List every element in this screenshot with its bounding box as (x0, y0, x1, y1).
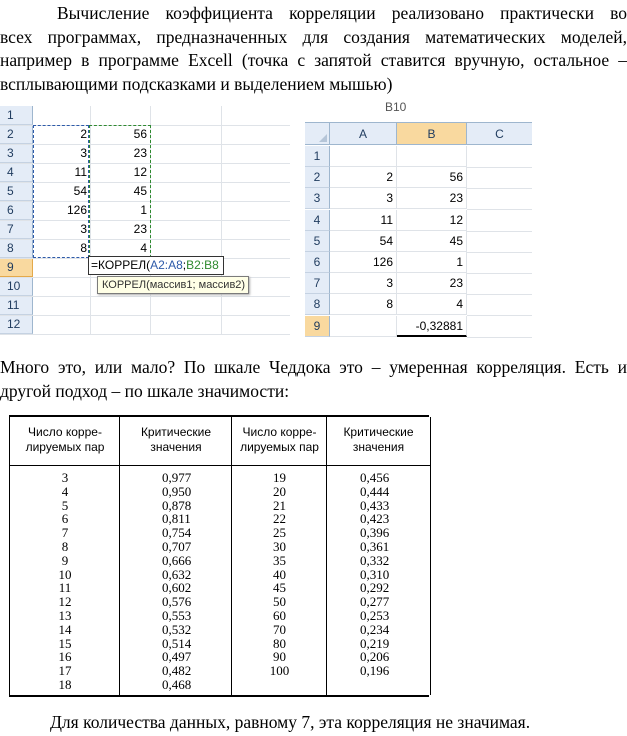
sheet2-cell-c[interactable] (467, 294, 532, 316)
formula-range-b: B2:B8 (186, 258, 219, 272)
sig-cell: 80 (273, 635, 286, 651)
sheet1-cell-a[interactable]: 2 (33, 125, 91, 144)
sheet2-cell-b[interactable]: 12 (397, 210, 467, 231)
sig-cell: 0,206 (360, 649, 390, 665)
sheet1-cell-b[interactable]: 45 (91, 182, 151, 201)
sheet1-cell-b[interactable]: 23 (91, 144, 151, 163)
formula-range-a: A2:A8 (150, 258, 183, 272)
sheet1-cell-b[interactable]: 12 (91, 163, 151, 182)
sheet1-row (0, 315, 290, 335)
sheet2-cell-a[interactable]: 54 (330, 231, 397, 252)
sig-cell: 21 (273, 497, 286, 513)
sig-column (326, 417, 430, 695)
sheet1-cell-a[interactable] (33, 106, 91, 125)
intro-line: всех программах, предназначенных для создания математических моделей, (0, 26, 627, 47)
sig-cell: 35 (273, 552, 286, 568)
sheet1-cell-c[interactable] (151, 201, 222, 220)
sheet2-row-header[interactable]: 9 (305, 316, 330, 337)
sheet1-row (0, 106, 290, 126)
sig-cell: 0,977 (162, 470, 192, 485)
sheet2-row (305, 167, 532, 188)
intro-paragraph (0, 2, 627, 96)
sig-cell: 0,219 (360, 635, 390, 651)
sig-cell: 17 (58, 663, 72, 679)
sheet1-cell-b[interactable] (91, 296, 151, 315)
sig-column-header (232, 425, 327, 465)
sheet2-cell-a[interactable]: 3 (330, 188, 397, 209)
sig-cell: 0,332 (360, 552, 390, 568)
sheet2-row-header[interactable]: 4 (305, 210, 330, 231)
sheet1-row-header[interactable]: 9 (0, 258, 33, 277)
sheet1-row-header[interactable]: 8 (0, 239, 33, 258)
sig-cell: 30 (273, 539, 286, 554)
sheet2-cell-a[interactable]: 126 (330, 252, 397, 273)
sheet2-cell-a[interactable]: 2 (330, 167, 397, 188)
sheet1-cell-a[interactable]: 8 (33, 239, 91, 258)
sig-column-header (327, 425, 430, 465)
scale-paragraph (0, 356, 627, 403)
sig-cell: 0,632 (162, 566, 192, 582)
sheet2-cell-b[interactable]: 4 (397, 294, 467, 315)
sig-cell: 0,754 (162, 525, 192, 541)
sheet1-cell-b[interactable]: 56 (91, 125, 151, 144)
sheet1-cell-b[interactable]: 23 (91, 220, 151, 239)
sheet1-cell-b[interactable]: 4 (91, 239, 151, 258)
sig-cell: 12 (58, 594, 72, 610)
sheet2-cell-c[interactable] (467, 231, 532, 253)
range-highlight-b (89, 125, 151, 258)
sig-cell: 8 (61, 539, 69, 554)
intro-line: Вычисление коэффициента корреляции реализовано практически во (57, 3, 627, 23)
sig-cell: 0,482 (162, 663, 192, 679)
sheet2-row (305, 252, 532, 273)
sheet1-row-header[interactable]: 3 (0, 144, 33, 163)
sheet1-row-header[interactable]: 11 (0, 296, 33, 315)
sig-cell: 0,253 (360, 608, 390, 623)
sheet1-cell-a[interactable]: 126 (33, 201, 91, 220)
sig-cell: 0,666 (162, 552, 192, 568)
sig-cell: 0,602 (162, 580, 192, 596)
sig-cell: 45 (273, 580, 286, 596)
sig-cell: 19 (273, 470, 286, 485)
sheet1-row-header[interactable]: 5 (0, 182, 33, 201)
sheet2-cell-c[interactable] (467, 167, 532, 189)
sig-cell: 100 (269, 663, 290, 679)
sig-cell: 11 (58, 580, 72, 596)
sheet2-row-header[interactable]: 2 (305, 167, 330, 188)
name-box-value: B10 (385, 100, 407, 114)
sig-cell: 5 (61, 497, 69, 513)
sig-cell: 90 (273, 649, 286, 665)
sheet2-row (305, 294, 532, 315)
sig-cell: 0,497 (162, 649, 192, 665)
sheet2-cell-b[interactable]: 23 (397, 188, 467, 209)
sheet1-cell-a[interactable]: 3 (33, 144, 91, 163)
sig-cell: 4 (61, 483, 69, 499)
sheet1-row-header[interactable]: 12 (0, 315, 33, 334)
sheet1-row-header[interactable]: 1 (0, 106, 33, 125)
formula-separator: ; (182, 258, 187, 272)
sig-cell: 0,396 (360, 525, 390, 541)
spreadsheet-result (305, 100, 532, 340)
column-header-c[interactable]: C (467, 123, 532, 145)
sig-column (231, 417, 327, 695)
table-right-border (430, 417, 431, 695)
sig-header-divider (232, 465, 327, 466)
sheet2-cell-c[interactable] (467, 316, 532, 338)
sheet1-cell-c[interactable] (151, 315, 222, 334)
sheet2-cell-b[interactable]: 45 (397, 231, 467, 252)
sheet2-row-header[interactable]: 1 (305, 146, 330, 167)
sheet1-row-header[interactable]: 2 (0, 125, 33, 144)
sheet2-cell-b[interactable] (397, 146, 467, 167)
sheet1-row-header[interactable]: 7 (0, 220, 33, 239)
sheet1-row-header[interactable]: 6 (0, 201, 33, 220)
sheet1-cell-a[interactable]: 11 (33, 163, 91, 182)
sig-header-line: значения (352, 440, 405, 454)
sheet2-row-header[interactable]: 7 (305, 273, 330, 294)
sig-cell: 7 (61, 525, 69, 541)
sheet2-row (305, 146, 532, 167)
sheet2-cell-a[interactable]: 8 (330, 294, 397, 315)
sheet2-cell-c[interactable] (467, 188, 532, 210)
intro-line: например в программе Excell (точка с запятой ставится вручную, остальное – (0, 50, 627, 70)
sheet2-row-header[interactable]: 8 (305, 294, 330, 315)
sig-cell: 0,950 (162, 483, 192, 499)
sheet2-cell-b[interactable]: 1 (397, 252, 467, 273)
sig-cell: 0,196 (360, 663, 390, 679)
sig-cell: 0,292 (360, 580, 390, 596)
sig-cell: 16 (58, 649, 72, 665)
sheet2-cell-b[interactable]: 56 (397, 167, 467, 188)
sheet2-row-header[interactable]: 3 (305, 188, 330, 209)
sig-cell: 60 (273, 608, 286, 623)
name-box[interactable] (305, 100, 532, 123)
sheet2-cell-c[interactable] (467, 210, 532, 232)
sig-cell: 0,532 (162, 621, 192, 637)
sheet1-cell-a[interactable] (33, 277, 91, 296)
sig-cell: 0,234 (360, 621, 390, 637)
sig-cell: 0,310 (360, 566, 390, 582)
sig-cell: 9 (61, 552, 69, 568)
sheet2-cell-c[interactable] (467, 273, 532, 295)
sheet2-row (305, 210, 532, 231)
sheet1-cell-c[interactable] (151, 163, 222, 182)
sig-cell: 6 (61, 511, 69, 527)
sig-header-line: Критические (140, 425, 212, 439)
sheet1-cell-c[interactable] (151, 106, 222, 125)
sheet1-cell-b[interactable] (91, 106, 151, 125)
sig-header-line: лируемых пар (25, 440, 105, 454)
sheet2-row (305, 188, 532, 209)
sig-cell: 18 (58, 677, 72, 692)
sheet1-cell-c[interactable] (151, 125, 222, 144)
sheet1-row (0, 296, 290, 316)
sig-header-line: Число корре- (242, 425, 317, 439)
range-highlight-a (33, 125, 89, 258)
sheet1-cell-b[interactable]: 1 (91, 201, 151, 220)
formula-cell-editor[interactable] (88, 256, 224, 275)
sheet1-cell-b[interactable] (91, 315, 151, 334)
select-all-corner[interactable] (305, 123, 330, 145)
sig-cell: 0,576 (162, 594, 192, 610)
sig-cell: 0,423 (360, 511, 390, 527)
sheet2-row-header[interactable]: 6 (305, 252, 330, 273)
sig-cell: 70 (273, 621, 286, 637)
sig-cell: 0,277 (360, 594, 390, 610)
sig-header-divider (120, 465, 232, 466)
sheet1-cell-c[interactable] (151, 296, 222, 315)
sig-column (9, 417, 120, 695)
sheet1-cell-a[interactable]: 3 (33, 220, 91, 239)
sig-cell: 25 (273, 525, 286, 541)
sheet1-cell-a[interactable] (33, 315, 91, 334)
scale-line: Много это, или мало? По шкале Чеддока это – умеренная корреляция. Есть и (0, 357, 627, 377)
sheet2-cell-a[interactable]: 3 (330, 273, 397, 294)
sheet2-result-cell[interactable]: -0,32881 (397, 316, 467, 337)
sheet1-cell-c[interactable] (151, 220, 222, 239)
sig-cell: 0,433 (360, 497, 390, 513)
sig-cell: 0,707 (162, 539, 192, 554)
sheet1-row-header[interactable]: 4 (0, 163, 33, 182)
sig-cell: 0,361 (360, 539, 390, 554)
sheet2-cell-a[interactable]: 11 (330, 210, 397, 231)
sig-cell: 13 (58, 608, 72, 623)
sheet2-cell-a[interactable] (330, 146, 397, 167)
conclusion-paragraph: Для количества данных, равному 7, эта корреляция не значимая. (50, 712, 531, 732)
sig-column (119, 417, 232, 695)
intro-line: всплывающими подсказками и выделением мышью) (0, 73, 393, 94)
sheet2-cell-a[interactable] (330, 316, 397, 337)
sheet2-row (305, 231, 532, 252)
sig-column-header (10, 425, 120, 465)
sheet1-cell-a[interactable] (33, 258, 91, 277)
sig-cell: 22 (273, 511, 286, 527)
column-header-a[interactable]: A (330, 123, 397, 145)
sig-header-line: Критические (343, 425, 414, 439)
sig-cell: 0,456 (360, 470, 390, 485)
sig-cell: 0,553 (162, 608, 192, 623)
sig-cell: 14 (58, 621, 72, 637)
sheet2-row-header[interactable]: 5 (305, 231, 330, 252)
sig-cell: 0,811 (162, 511, 191, 527)
sig-header-line: Число корре- (28, 425, 102, 439)
sheet2-row (305, 316, 532, 337)
sig-header-line: значения (150, 440, 202, 454)
sheet2-row (305, 273, 532, 294)
spreadsheet-formula-entry (0, 108, 290, 333)
sheet1-row-header[interactable]: 10 (0, 277, 33, 296)
sheet2-cell-c[interactable] (467, 146, 532, 168)
sig-header-divider (327, 465, 430, 466)
sheet1-cell-c[interactable] (151, 182, 222, 201)
formula-prefix: =КОРРЕЛ( (91, 258, 151, 272)
sheet1-cell-a[interactable] (33, 296, 91, 315)
sheet1-cell-c[interactable] (151, 144, 222, 163)
sheet2-cell-c[interactable] (467, 252, 532, 274)
column-header-b[interactable]: B (397, 123, 467, 145)
sig-cell: 20 (273, 483, 286, 499)
sig-cell: 50 (273, 594, 286, 610)
sig-header-line: лируемых пар (240, 440, 319, 454)
sheet2-cell-b[interactable]: 23 (397, 273, 467, 294)
sig-cell: 10 (58, 566, 72, 582)
significance-table (9, 415, 429, 697)
sig-cell: 0,444 (360, 483, 390, 499)
sig-cell: 40 (273, 566, 286, 582)
sig-cell: 0,514 (162, 635, 192, 651)
sig-header-divider (10, 465, 120, 466)
sig-cell: 3 (61, 470, 69, 485)
sig-column-header (120, 425, 232, 465)
function-tooltip[interactable]: КОРРЕЛ(массив1; массив2) (97, 276, 249, 294)
scale-line: другой подход – по шкале значимости: (0, 380, 290, 401)
sheet1-cell-a[interactable]: 54 (33, 182, 91, 201)
sig-cell: 15 (58, 635, 72, 651)
sig-cell: 0,878 (162, 497, 192, 513)
sig-cell: 0,468 (162, 677, 192, 692)
